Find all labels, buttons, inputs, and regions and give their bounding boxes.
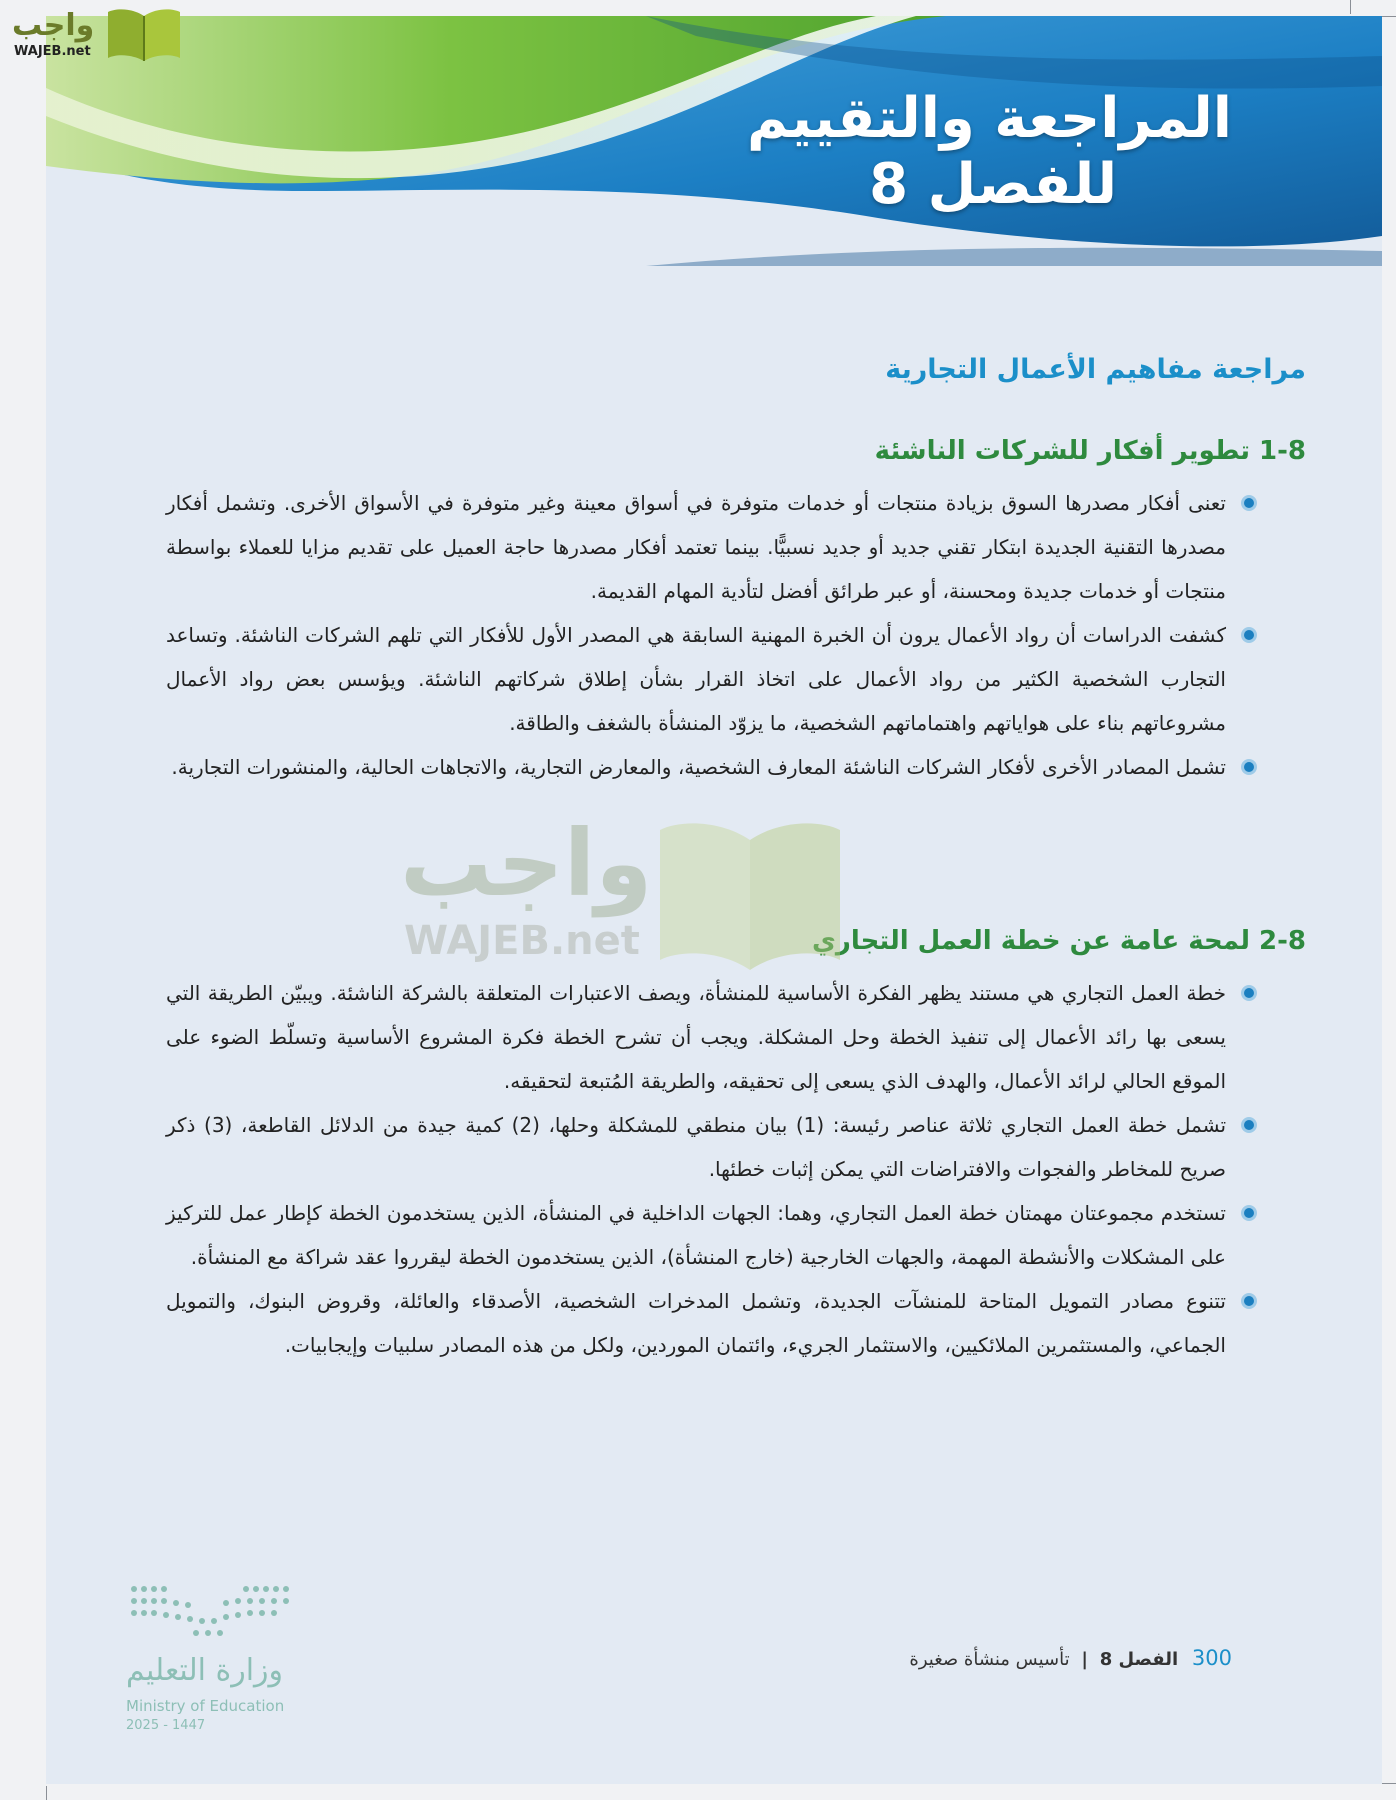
title-line-2: للفصل 8 [869,152,1117,217]
list-item: تستخدم مجموعتان مهمتان خطة العمل التجاري، وهما: الجهات الداخلية في المنشأة، الذين يستخدمون الخطة كإطار عمل للتركيز على المشكلات والأنشطة المهمة، والجهات الخارجية (خارج المنشأة)، الذين يستخدمون الخطة ليقرروا عقد شراكة مع المنشأة. [166,1191,1306,1279]
bullet-icon [1244,762,1254,772]
crop-mark [1382,16,1396,17]
crop-mark [1382,1783,1396,1784]
subsection-title-1: 1-8 تطوير أفكار للشركات الناشئة [874,436,1306,466]
bullet-icon [1244,630,1254,640]
section-title: مراجعة مفاهيم الأعمال التجارية [885,354,1306,385]
bullet-list-2 [166,971,1306,1367]
watermark-book-icon [650,810,850,970]
bullet-icon [1244,1296,1254,1306]
watermark-text-en: WAJEB.net [404,918,640,964]
bullet-list-1 [166,481,1306,789]
list-item: كشفت الدراسات أن رواد الأعمال يرون أن الخبرة المهنية السابقة هي المصدر الأول للأفكار التي تلهم الشركات الناشئة. وتساعد التجارب الشخصية الكثير من رواد الأعمال على اتخاذ القرار بشأن إطلاق شركاتهم الناشئة. ويؤسس بعض رواد الأعمال مشروعاتهم بناء على هواياتهم واهتماماتهم الشخصية، ما يزوّد المنشأة بالشغف والطاقة. [166,613,1306,745]
crop-mark [46,1786,47,1800]
list-item: تعنى أفكار مصدرها السوق بزيادة منتجات أو خدمات متوفرة في أسواق معينة وغير متوفرة في الأسواق الأخرى. وتشمل أفكار مصدرها التقنية الجديدة ابتكار تقني جديد أو جديد نسبيًّا. بينما تعتمد أفكار مصدرها حاجة العميل على تقديم مزايا للعملاء بواسطة منتجات أو خدمات جديدة ومحسنة، أو عبر طرائق أفضل لتأدية المهام القديمة. [166,481,1306,613]
list-item: تشمل خطة العمل التجاري ثلاثة عناصر رئيسة: (1) بيان منطقي للمشكلة وحلها، (2) كمية جيدة من الدلائل القاطعة، (3) ذكر صريح للمخاطر والفجوات والافتراضات التي يمكن إثبات خطئها. [166,1103,1306,1191]
wajeb-watermark [400,810,920,980]
ministry-name-ar: وزارة التعليم [126,1653,284,1688]
bullet-icon [1244,498,1254,508]
logo-text-en: WAJEB.net [14,44,91,59]
bullet-icon [1244,1208,1254,1218]
title-line-1: المراجعة والتقييم [746,86,1232,151]
bullet-icon [1244,988,1254,998]
footer-chapter: الفصل 8 [1099,1649,1179,1670]
page-number: 300 [1191,1646,1232,1670]
footer-separator: | [1081,1649,1088,1670]
logo-text-ar: واجب [12,8,95,43]
ministry-years: 2025 - 1447 [126,1718,206,1733]
list-item: تشمل المصادر الأخرى لأفكار الشركات الناشئة المعارف الشخصية، والمعارض التجارية، والاتجاهات الحالية، والمنشورات التجارية. [166,745,1306,789]
ministry-of-education-logo [126,1581,326,1741]
ministry-name-en: Ministry of Education [126,1697,285,1715]
page-footer [909,1646,1232,1670]
ministry-dots-icon [126,1581,296,1641]
list-item: تتنوع مصادر التمويل المتاحة للمنشآت الجديدة، وتشمل المدخرات الشخصية، الأصدقاء والعائلة، وقروض البنوك، والتمويل الجماعي، والمستثمرين الملائكيين، والاستثمار الجريء، وائتمان الموردين، ولكل من هذه المصادر سلبيات وإيجابيات. [166,1279,1306,1367]
footer-book-title: تأسيس منشأة صغيرة [909,1649,1070,1670]
book-icon [104,6,184,62]
list-item: خطة العمل التجاري هي مستند يظهر الفكرة الأساسية للمنشأة، ويصف الاعتبارات المتعلقة بالشركة الناشئة. ويبيّن الطريقة التي يسعى بها رائد الأعمال إلى تنفيذ الخطة وحل المشكلة. ويجب أن تشرح الخطة فكرة المشروع الأساسية وتسلّط الضوء على الموقع الحالي لرائد الأعمال، والهدف الذي يسعى إلى تحقيقه، والطريقة المُتبعة لتحقيقه. [166,971,1306,1103]
subsection-title-2: 2-8 لمحة عامة عن خطة العمل التجاري [812,926,1306,956]
crop-mark [1350,0,1351,14]
chapter-review-title [532,86,1232,218]
watermark-text-ar: واجب [400,810,653,917]
bullet-icon [1244,1120,1254,1130]
wajeb-site-logo[interactable] [0,0,190,70]
